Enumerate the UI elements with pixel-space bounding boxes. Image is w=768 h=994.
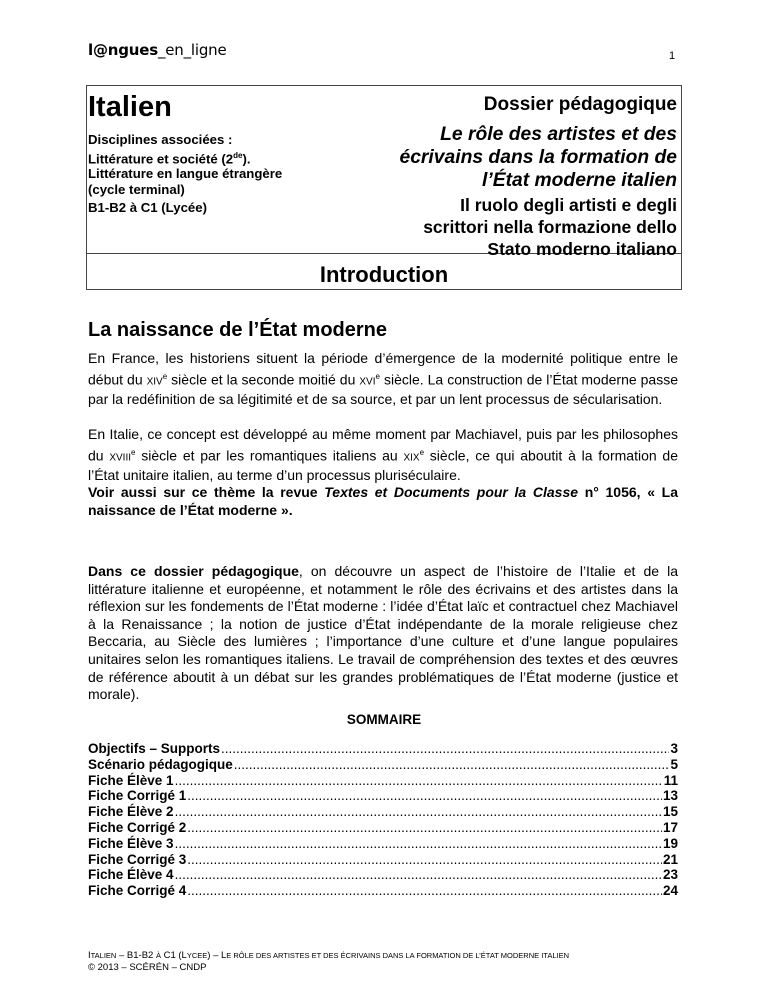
page-number: 1: [669, 50, 676, 62]
toc-item-label: Objectifs – Supports: [88, 741, 221, 756]
toc-item: [88, 852, 678, 868]
toc-leader-dots: [175, 836, 662, 852]
paragraph-voir-aussi: Voir aussi sur ce thème la revue Textes et Documents pour la Classe n° 1056, « La naissance de l’État moderne ».: [88, 484, 678, 518]
toc-leader-dots: [175, 867, 662, 883]
sommaire-title: SOMMAIRE: [346, 712, 422, 727]
toc-leader-dots: [187, 820, 662, 836]
toc-item: [88, 820, 678, 836]
toc-leader-dots: [234, 757, 670, 773]
document-type: Dossier pédagogique: [483, 94, 677, 115]
toc-item: [88, 836, 678, 852]
discipline-langue-etrangere: Littérature en langue étrangère: [88, 166, 283, 182]
title-french: Le rôle des artistes et des écrivains dans la formation de l’État moderne italien: [399, 124, 677, 191]
toc-item: [88, 804, 678, 820]
toc-item-label: Fiche Élève 1: [88, 772, 174, 788]
toc-item-label: Fiche Corrigé 3: [88, 851, 187, 867]
paragraph-dossier: Dans ce dossier pédagogique, on découvre un aspect de l’histoire de l’Italie et de la littérature italienne et européenne, et notamment le rôle des écrivains et des artistes dans la réflexion sur les fondements de l’État moderne : l’idée d’État laïc et contractuel chez Machiavel à la Renaissance ; la notion de justice d’État indépendante de la morale religieuse chez Beccaria, au Siècle des lumières ; l’importance d’une culture et d’une langue populaires unitaires selon les romantiques italiens. Le travail de compréhension des textes et des œuvres de référence aboutit à un débat sur les grandes problématiques de l’État moderne (justice et morale).: [88, 563, 678, 703]
toc-item-label: Fiche Corrigé 4: [88, 883, 187, 899]
toc-item: [88, 757, 678, 773]
toc-item-label: Fiche Élève 2: [88, 804, 174, 820]
toc-item-page: 24: [662, 883, 678, 899]
disciplines-block: [88, 132, 388, 216]
toc-leader-dots: [175, 773, 663, 789]
toc-item-page: 17: [662, 819, 678, 835]
toc-item-page: 11: [663, 772, 678, 788]
toc-item-label: Fiche Élève 3: [88, 835, 174, 851]
discipline-cycle: (cycle terminal): [88, 181, 185, 197]
toc-item-label: Scénario pédagogique: [88, 756, 233, 772]
toc-item-page: 19: [662, 835, 678, 851]
discipline-litterature-societe: Littérature et société (2de).: [88, 150, 251, 166]
toc-item-label: Fiche Élève 4: [88, 867, 174, 883]
toc-leader-dots: [187, 883, 662, 899]
toc-item-label: Fiche Corrigé 1: [88, 788, 187, 804]
footer-copyright: © 2013 – SCÉRÉN – CNDP: [88, 962, 207, 973]
footer-line-1: ITALIEN – B1-B2 À C1 (LYCEE) – LE RÔLE DES ARTISTES ET DES ÉCRIVAINS DANS LA FORMATION DE L’ÉTAT MODERNE ITALIEN: [88, 950, 570, 961]
toc-item: [88, 741, 678, 757]
toc-leader-dots: [187, 788, 662, 804]
title-italian: Il ruolo degli artisti e degli scrittori nella formazione dello Stato moderno italiano: [423, 195, 677, 259]
toc-item-page: 23: [662, 867, 678, 883]
table-of-contents: [88, 741, 678, 899]
toc-item-page: 5: [670, 756, 678, 772]
logo: l@ngues_en_ligne: [88, 41, 227, 59]
toc-item: [88, 867, 678, 883]
toc-item-label: Fiche Corrigé 2: [88, 819, 187, 835]
toc-leader-dots: [187, 852, 662, 868]
footer: [88, 950, 569, 974]
toc-item-page: 21: [662, 851, 678, 867]
disciplines-heading: Disciplines associées :: [88, 132, 233, 147]
toc-item: [88, 883, 678, 899]
toc-item-page: 13: [662, 788, 678, 804]
level: B1-B2 à C1 (Lycée): [88, 200, 207, 216]
language-title: Italien: [88, 91, 172, 123]
toc-leader-dots: [175, 804, 662, 820]
toc-leader-dots: [221, 741, 669, 757]
paragraph-italie: En Italie, ce concept est développé au même moment par Machiavel, puis par les philosophes du XVIIIe siècle et par les romantiques italiens au XIXe siècle, ce qui aboutit à la formation de l’État unitaire italien, au terme d’un processus pluriséculaire.: [88, 426, 678, 483]
toc-item: [88, 788, 678, 804]
toc-item: [88, 773, 678, 789]
toc-item-page: 3: [670, 741, 678, 756]
toc-item-page: 15: [662, 804, 678, 820]
section-heading: La naissance de l’État moderne: [88, 319, 387, 341]
introduction-heading: Introduction: [319, 262, 449, 287]
paragraph-france: En France, les historiens situent la période d’émergence de la modernité politique entre le début du XIVe siècle et la seconde moitié du XVIe siècle. La construction de l’État moderne passe par la redéfinition de sa légitimité et de sa source, et par un lent processus de sécularisation.: [88, 350, 678, 407]
